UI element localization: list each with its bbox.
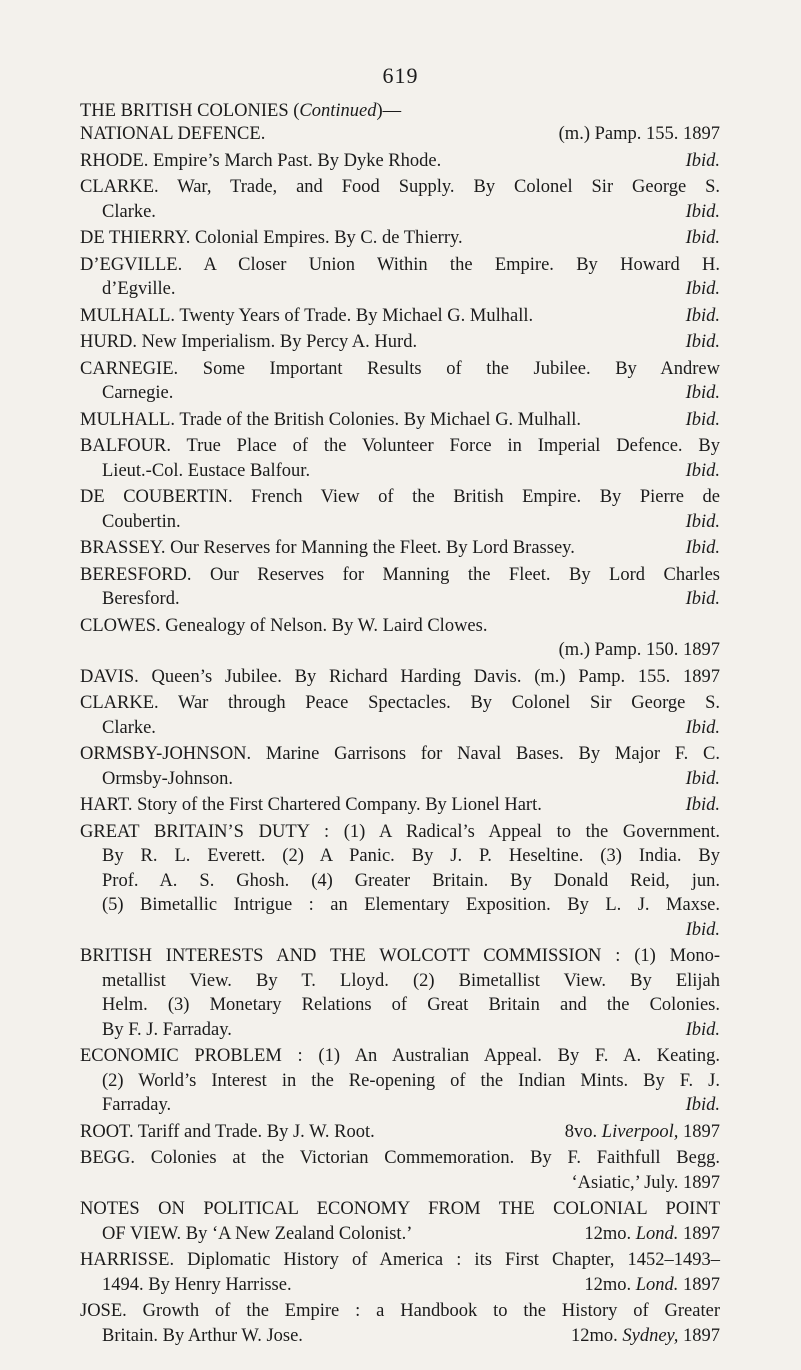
bibliography-entry — [80, 614, 720, 663]
entry-line — [80, 485, 720, 510]
entry-text: RHODE. Empire’s March Past. By Dyke Rhode. — [80, 150, 442, 171]
entry-text: (2) World’s Interest in the Re-opening of the Indian Mints. By F. J. — [102, 1070, 720, 1091]
entry-citation — [686, 793, 720, 818]
citation-source: (m.) Pamp. 150. 1897 — [558, 640, 720, 660]
bibliography-entry — [80, 944, 720, 1042]
entry-text: ORMSBY-JOHNSON. Marine Garrisons for Naval Bases. By Major F. C. — [80, 744, 720, 764]
bibliography-entry — [80, 408, 720, 433]
citation-source: ‘Asiatic,’ July. 1897 — [571, 1172, 720, 1193]
entry-citation — [559, 638, 720, 663]
citation-source: Ibid. — [685, 460, 720, 481]
entry-text: metallist View. By T. Lloyd. (2) Bimetallist View. By Elijah — [102, 970, 720, 991]
entry-citation — [686, 510, 720, 535]
entry-text: BRASSEY. Our Reserves for Manning the Fleet. By Lord Brassey. — [80, 538, 575, 558]
bibliography-entry — [80, 434, 720, 483]
bibliography-entry — [80, 226, 720, 251]
entry-line — [80, 587, 720, 612]
entry-line — [80, 563, 720, 588]
bibliography-entry — [80, 149, 720, 174]
entry-citation — [686, 408, 720, 433]
entry-line — [80, 459, 720, 484]
entry-line — [80, 408, 720, 433]
citation-source: Ibid. — [685, 383, 720, 403]
entry-line — [80, 1324, 720, 1349]
citation-source: Ibid. — [685, 919, 720, 940]
entry-line — [80, 149, 720, 174]
entry-line — [80, 304, 720, 329]
entry-citation — [686, 918, 720, 943]
bibliography-entry — [80, 563, 720, 612]
entry-line — [80, 200, 720, 225]
entry-citation — [686, 277, 720, 302]
citation-format: 8vo. — [564, 1121, 602, 1142]
bibliography-entry — [80, 304, 720, 329]
entry-text: DE THIERRY. Colonial Empires. By C. de Thierry. — [80, 228, 463, 248]
entry-citation — [686, 1093, 720, 1118]
entry-text: (5) Bimetallic Intrigue : an Elementary Exposition. By L. J. Maxse. — [102, 895, 720, 915]
entry-text: ECONOMIC PROBLEM : (1) An Australian Appeal. By F. A. Keating. — [80, 1046, 720, 1066]
citation-source: Lond. — [635, 1274, 679, 1295]
entry-text: Clarke. — [102, 717, 156, 738]
entry-text: BEGG. Colonies at the Victorian Commemoration. By F. Faithfull Begg. — [80, 1148, 720, 1168]
entry-text: Clarke. — [102, 201, 156, 222]
entry-text: Ormsby-Johnson. — [102, 768, 234, 789]
entry-line — [80, 1273, 720, 1298]
entry-text: NATIONAL DEFENCE. — [80, 124, 266, 144]
bibliography-entry — [80, 793, 720, 818]
entry-text: DE COUBERTIN. French View of the British Empire. By Pierre de — [80, 487, 720, 507]
entry-text: BRITISH INTERESTS AND THE WOLCOTT COMMISSION : (1) Mono- — [80, 946, 720, 966]
citation-year: 1897 — [678, 1325, 720, 1346]
entry-text: BERESFORD. Our Reserves for Manning the Fleet. By Lord Charles — [80, 564, 720, 585]
citation-year: 1897 — [678, 1223, 720, 1244]
entry-citation — [686, 304, 720, 329]
entry-line — [80, 1171, 720, 1196]
bibliography-entry — [80, 742, 720, 791]
entry-text: Coubertin. — [102, 511, 181, 532]
entry-line — [80, 767, 720, 792]
entry-line — [80, 969, 720, 994]
citation-source: Sydney, — [622, 1325, 679, 1346]
entry-line — [80, 665, 720, 690]
entry-line — [80, 381, 720, 406]
entry-text: HURD. New Imperialism. By Percy A. Hurd. — [80, 332, 418, 352]
entry-text: CARNEGIE. Some Important Results of the Jubilee. By Andrew — [80, 358, 720, 379]
bibliography-entry — [80, 1248, 720, 1297]
entry-line — [80, 1299, 720, 1324]
citation-source: Ibid. — [685, 332, 720, 352]
bibliography-entry — [80, 1146, 720, 1195]
entry-text: CLARKE. War through Peace Spectacles. By Colonel Sir George S. — [80, 693, 720, 713]
entry-text: NOTES ON POLITICAL ECONOMY FROM THE COLONIAL POINT — [80, 1199, 720, 1219]
entry-line — [80, 944, 720, 969]
header-suffix: )— — [376, 101, 402, 121]
citation-source: Ibid. — [685, 201, 720, 222]
citation-source: Ibid. — [685, 279, 720, 299]
entry-text: GREAT BRITAIN’S DUTY : (1) A Radical’s Appeal to the Government. — [80, 821, 720, 842]
entry-line — [80, 638, 720, 663]
entry-line — [80, 1146, 720, 1171]
entry-text: ROOT. Tariff and Trade. By J. W. Root. — [80, 1121, 375, 1142]
entry-text: Beresford. — [102, 589, 180, 609]
entry-citation — [686, 767, 720, 792]
citation-format: 12mo. — [584, 1223, 636, 1244]
entry-text: DAVIS. Queen’s Jubilee. By Richard Harding Davis. (m.) Pamp. 155. 1897 — [80, 666, 720, 687]
page-number: 619 — [382, 63, 419, 88]
citation-format: 12mo. — [570, 1325, 623, 1346]
citation-source: Ibid. — [685, 795, 720, 815]
entry-line — [80, 1222, 720, 1247]
entry-line — [80, 1248, 720, 1273]
entry-line — [80, 691, 720, 716]
entry-text: By F. J. Farraday. — [102, 1019, 232, 1040]
entry-text: HARRISSE. Diplomatic History of America : its First Chapter, 1452–1493– — [80, 1250, 720, 1270]
entry-line — [80, 536, 720, 561]
entry-line — [80, 614, 720, 639]
bibliography-entry — [80, 330, 720, 355]
citation-source: Ibid. — [685, 1095, 720, 1115]
header-continued: Continued — [299, 101, 377, 121]
entry-citation — [571, 1324, 720, 1349]
citation-source: Lond. — [635, 1223, 679, 1244]
citation-source: Ibid. — [685, 717, 720, 738]
entry-text: CLOWES. Genealogy of Nelson. By W. Laird Clowes. — [80, 615, 488, 636]
citation-format: 12mo. — [584, 1274, 636, 1295]
entry-line — [80, 869, 720, 894]
entry-line — [80, 793, 720, 818]
entry-text: 1494. By Henry Harrisse. — [102, 1274, 292, 1295]
entry-line — [80, 742, 720, 767]
entry-line — [80, 277, 720, 302]
entry-line — [80, 716, 720, 741]
entry-line — [80, 122, 720, 147]
entry-citation — [686, 149, 720, 174]
bibliography-entry — [80, 536, 720, 561]
citation-source: (m.) Pamp. 155. 1897 — [558, 124, 720, 144]
entry-line — [80, 330, 720, 355]
entry-text: Carnegie. — [102, 383, 174, 403]
citation-source: Ibid. — [685, 228, 720, 248]
entry-line — [80, 1197, 720, 1222]
entry-text: JOSE. Growth of the Empire : a Handbook to the History of Greater — [80, 1301, 720, 1321]
bibliography-entry — [80, 691, 720, 740]
entry-citation — [686, 587, 720, 612]
citation-source: Ibid. — [685, 589, 720, 609]
citation-source: Ibid. — [685, 1019, 720, 1040]
bibliography-entry — [80, 1120, 720, 1145]
entry-citation — [559, 122, 720, 147]
entry-line — [80, 434, 720, 459]
entry-text: Lieut.-Col. Eustace Balfour. — [102, 460, 311, 481]
bibliography-entry — [80, 357, 720, 406]
citation-source: Ibid. — [685, 768, 720, 789]
entry-line — [80, 226, 720, 251]
entry-line — [80, 357, 720, 382]
entry-line — [80, 1069, 720, 1094]
bibliography-entry — [80, 1299, 720, 1348]
entry-line — [80, 1018, 720, 1043]
entry-citation — [584, 1222, 720, 1247]
entry-text: BALFOUR. True Place of the Volunteer Force in Imperial Defence. By — [80, 436, 720, 456]
entry-text: Britain. By Arthur W. Jose. — [102, 1325, 303, 1346]
citation-year: 1897 — [678, 1121, 720, 1142]
entry-line — [80, 510, 720, 535]
entry-line — [80, 1044, 720, 1069]
entry-citation — [686, 459, 720, 484]
citation-source: Ibid. — [685, 511, 720, 532]
entry-text: By R. L. Everett. (2) A Panic. By J. P. Heseltine. (3) India. By — [102, 846, 720, 866]
entry-line — [80, 175, 720, 200]
entry-citation — [686, 381, 720, 406]
entry-line — [80, 918, 720, 943]
citation-source: Ibid. — [685, 538, 720, 558]
citation-source: Ibid. — [685, 150, 720, 171]
citation-source: Ibid. — [685, 305, 720, 326]
entry-text: Prof. A. S. Ghosh. (4) Greater Britain. By Donald Reid, jun. — [102, 870, 720, 891]
entry-line — [80, 1120, 720, 1145]
entry-text: Farraday. — [102, 1095, 172, 1115]
bibliography-entry — [80, 820, 720, 943]
entry-line — [80, 893, 720, 918]
entry-citation — [584, 1273, 720, 1298]
entry-citation — [686, 330, 720, 355]
entry-citation — [686, 536, 720, 561]
entry-text: D’EGVILLE. A Closer Union Within the Empire. By Howard H. — [80, 254, 720, 275]
bibliography-entry — [80, 253, 720, 302]
header-prefix: THE BRITISH COLONIES ( — [80, 101, 300, 121]
citation-source: Liverpool, — [601, 1121, 679, 1142]
entry-line — [80, 1093, 720, 1118]
citation-source: Ibid. — [685, 409, 720, 430]
entry-citation — [686, 200, 720, 225]
entry-citation — [686, 226, 720, 251]
entry-text: OF VIEW. By ‘A New Zealand Colonist.’ — [102, 1223, 413, 1244]
section-header — [80, 100, 401, 123]
bibliography-entry — [80, 175, 720, 224]
entry-text: CLARKE. War, Trade, and Food Supply. By Colonel Sir George S. — [80, 177, 720, 197]
entry-text: Helm. (3) Monetary Relations of Great Britain and the Colonies. — [102, 995, 720, 1015]
entry-line — [80, 253, 720, 278]
entry-citation — [565, 1120, 720, 1145]
bibliography-entry — [80, 122, 720, 147]
entry-citation — [686, 716, 720, 741]
bibliography-list — [80, 122, 720, 1350]
citation-year: 1897 — [678, 1274, 720, 1295]
entry-line — [80, 844, 720, 869]
bibliography-entry — [80, 485, 720, 534]
entry-text: MULHALL. Twenty Years of Trade. By Michael G. Mulhall. — [80, 305, 534, 326]
entry-text: d’Egville. — [102, 279, 176, 299]
bibliography-entry — [80, 665, 720, 690]
bibliography-entry — [80, 1044, 720, 1118]
entry-citation — [686, 1018, 720, 1043]
entry-line — [80, 993, 720, 1018]
bibliography-entry — [80, 1197, 720, 1246]
entry-text: MULHALL. Trade of the British Colonies. By Michael G. Mulhall. — [80, 409, 582, 430]
entry-text: HART. Story of the First Chartered Company. By Lionel Hart. — [80, 795, 542, 815]
entry-citation — [572, 1171, 721, 1196]
entry-line — [80, 820, 720, 845]
